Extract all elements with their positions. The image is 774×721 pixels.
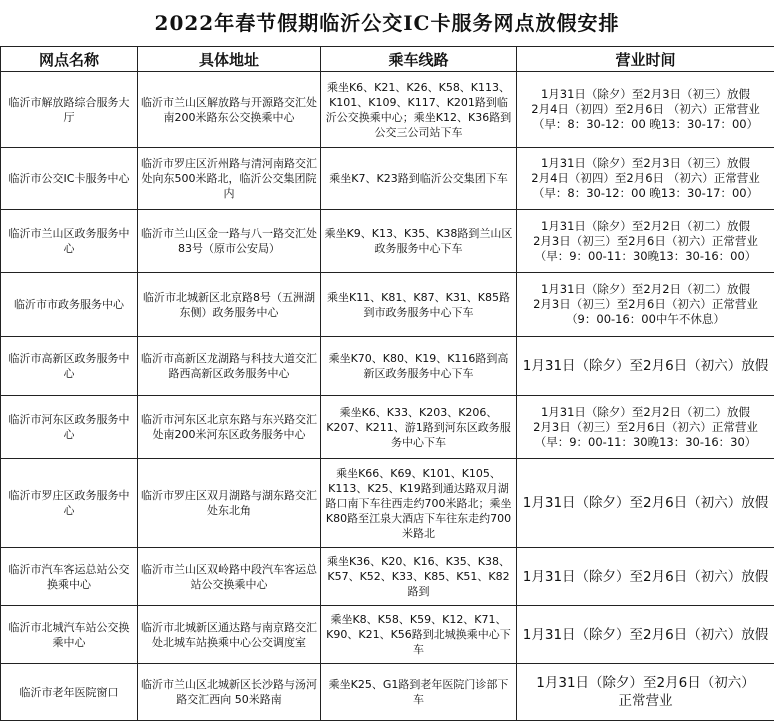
bus-route-cell: 乘坐K9、K13、K35、K38路到兰山区政务服务中心下车	[321, 210, 517, 273]
address-cell: 临沂市兰山区解放路与开源路交汇处南200米路东公交换乘中心	[138, 72, 321, 148]
bus-route-cell: 乘坐K8、K58、K59、K12、K71、K90、K21、K56路到北城换乘中心下车	[321, 606, 517, 664]
outlet-name-cell: 临沂市高新区政务服务中心	[1, 337, 138, 396]
business-hours-line: 1月31日（除夕）至2月6日（初六）放假	[520, 494, 771, 512]
business-hours-line: （早：9：00-11：30晚13：30-16：30）	[520, 435, 771, 450]
business-hours-line: 2月4日（初四）至2月6日 （初六）正常营业	[520, 171, 771, 186]
address-cell: 临沂市兰山区双岭路中段汽车客运总站公交换乘中心	[138, 548, 321, 606]
address-cell: 临沂市河东区北京东路与东兴路交汇处南200米河东区政务服务中心	[138, 396, 321, 459]
header-business-hours: 营业时间	[517, 47, 774, 72]
bus-route-cell: 乘坐K11、K81、K87、K31、K85路到市政务服务中心下车	[321, 273, 517, 337]
business-hours-line: 正常营业	[520, 692, 771, 710]
bus-route-cell: 乘坐K66、K69、K101、K105、K113、K25、K19路到通达路双月湖路口南下车往西走约700米路北；乘坐K80路至江泉大酒店下车往东走约700米路北	[321, 459, 517, 548]
outlet-name-cell: 临沂市公交IC卡服务中心	[1, 148, 138, 210]
outlet-name-cell: 临沂市兰山区政务服务中心	[1, 210, 138, 273]
business-hours-line: 1月31日（除夕）至2月2日（初二）放假	[520, 219, 771, 234]
business-hours-line: 2月3日（初三）至2月6日（初六）正常营业	[520, 234, 771, 249]
outlet-name-cell: 临沂市河东区政务服务中心	[1, 396, 138, 459]
business-hours-line: （9：00-16：00中午不休息）	[520, 312, 771, 327]
table-row	[1, 459, 774, 548]
address-cell: 临沂市兰山区金一路与八一路交汇处83号（原市公安局）	[138, 210, 321, 273]
outlet-name-cell: 临沂市解放路综合服务大厅	[1, 72, 138, 148]
address-cell: 临沂市北城新区通达路与南京路交汇处北城车站换乘中心公交调度室	[138, 606, 321, 664]
business-hours-cell	[517, 606, 774, 664]
table-row	[1, 337, 774, 396]
table-row	[1, 72, 774, 148]
business-hours-line: 2月3日（初三）至2月6日（初六）正常营业	[520, 420, 771, 435]
business-hours-line: （早：8：30-12：00 晚13：30-17：00）	[520, 117, 771, 132]
table-row	[1, 548, 774, 606]
business-hours-line: 1月31日（除夕）至2月2日（初二）放假	[520, 282, 771, 297]
bus-route-cell: 乘坐K36、K20、K16、K35、K38、K57、K52、K33、K85、K51、K82路到	[321, 548, 517, 606]
address-cell: 临沂市罗庄区沂州路与清河南路交汇处向东500米路北，临沂公交集团院内	[138, 148, 321, 210]
business-hours-line: 1月31日（除夕）至2月6日（初六）放假	[520, 626, 771, 644]
business-hours-cell	[517, 396, 774, 459]
business-hours-line: 1月31日（除夕）至2月6日（初六）放假	[520, 357, 771, 375]
business-hours-cell	[517, 72, 774, 148]
outlet-name-cell: 临沂市罗庄区政务服务中心	[1, 459, 138, 548]
document-title: 2022年春节假期临沂公交IC卡服务网点放假安排	[0, 0, 774, 46]
business-hours-line: 1月31日（除夕）至2月3日（初三）放假	[520, 156, 771, 171]
business-hours-cell	[517, 548, 774, 606]
bus-route-cell: 乘坐K6、K21、K26、K58、K113、K101、K109、K117、K201路到临沂公交换乘中心；乘坐K12、K36路到公交三公司站下车	[321, 72, 517, 148]
address-cell: 临沂市罗庄区双月湖路与湖东路交汇处东北角	[138, 459, 321, 548]
bus-route-cell: 乘坐K7、K23路到临沂公交集团下车	[321, 148, 517, 210]
business-hours-line: 1月31日（除夕）至2月6日（初六）放假	[520, 568, 771, 586]
business-hours-line: 1月31日（除夕）至2月2日（初二）放假	[520, 405, 771, 420]
business-hours-line: 1月31日（除夕）至2月6日（初六）	[520, 674, 771, 692]
business-hours-cell	[517, 664, 774, 721]
header-bus-routes: 乘车线路	[321, 47, 517, 72]
bus-route-cell: 乘坐K70、K80、K19、K116路到高新区政务服务中心下车	[321, 337, 517, 396]
business-hours-cell	[517, 273, 774, 337]
bus-route-cell: 乘坐K6、K33、K203、K206、K207、K211、游1路到河东区政务服务中心下车	[321, 396, 517, 459]
outlet-name-cell: 临沂市老年医院窗口	[1, 664, 138, 721]
address-cell: 临沂市高新区龙湖路与科技大道交汇路西高新区政务服务中心	[138, 337, 321, 396]
business-hours-line: （早：9：00-11：30晚13：30-16：00）	[520, 249, 771, 264]
business-hours-cell	[517, 210, 774, 273]
business-hours-cell	[517, 459, 774, 548]
business-hours-line: （早：8：30-12：00 晚13：30-17：00）	[520, 186, 771, 201]
address-cell: 临沂市兰山区北城新区长沙路与汤河路交汇西向 50米路南	[138, 664, 321, 721]
table-row	[1, 396, 774, 459]
header-outlet-name: 网点名称	[1, 47, 138, 72]
business-hours-cell	[517, 148, 774, 210]
header-address: 具体地址	[138, 47, 321, 72]
outlet-name-cell: 临沂市市政务服务中心	[1, 273, 138, 337]
table-row	[1, 210, 774, 273]
table-row	[1, 273, 774, 337]
table-row	[1, 664, 774, 721]
holiday-schedule-table	[0, 46, 774, 721]
table-header-row	[1, 47, 774, 72]
table-row	[1, 148, 774, 210]
outlet-name-cell: 临沂市北城汽车站公交换乘中心	[1, 606, 138, 664]
business-hours-line: 1月31日（除夕）至2月3日（初三）放假	[520, 87, 771, 102]
business-hours-cell	[517, 337, 774, 396]
outlet-name-cell: 临沂市汽车客运总站公交换乘中心	[1, 548, 138, 606]
table-row	[1, 606, 774, 664]
bus-route-cell: 乘坐K25、G1路到老年医院门诊部下车	[321, 664, 517, 721]
business-hours-line: 2月4日（初四）至2月6日 （初六）正常营业	[520, 102, 771, 117]
business-hours-line: 2月3日（初三）至2月6日（初六）正常营业	[520, 297, 771, 312]
address-cell: 临沂市北城新区北京路8号（五洲湖东侧）政务服务中心	[138, 273, 321, 337]
